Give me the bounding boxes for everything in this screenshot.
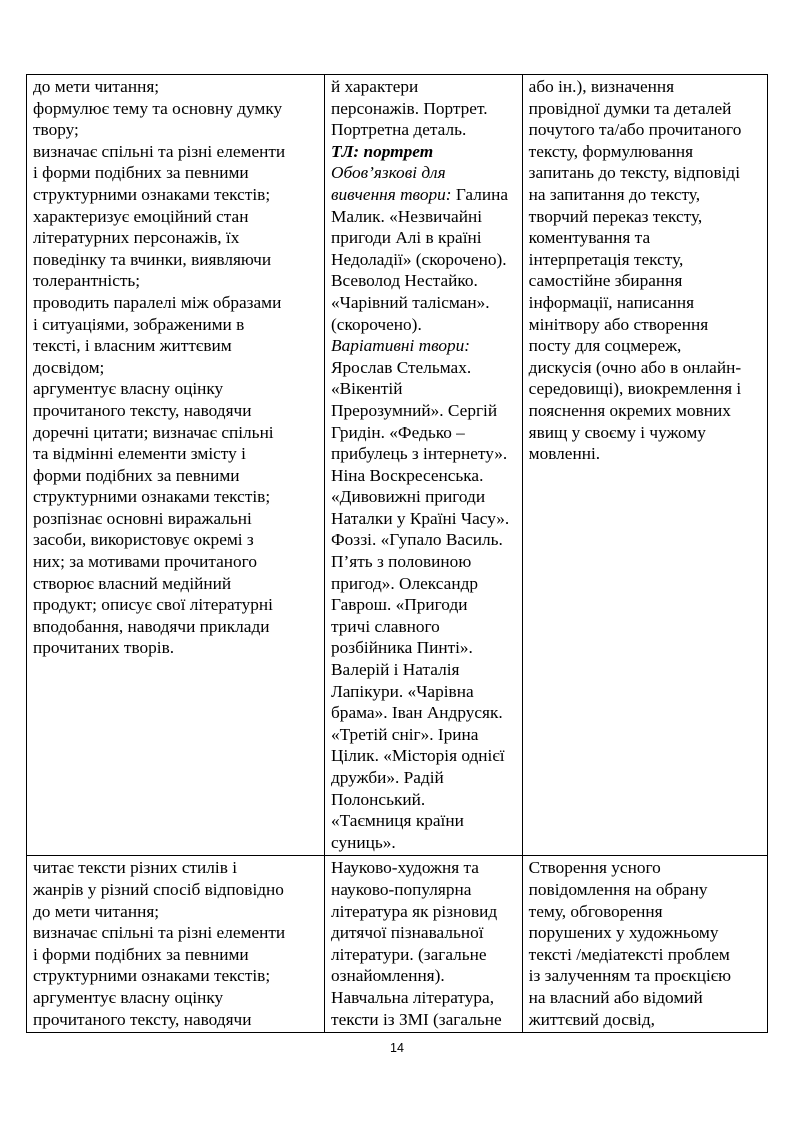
text-line: середовищі), виокремлення і bbox=[528, 379, 742, 399]
text-line: визначає спільні та різні елементи bbox=[33, 923, 286, 943]
text-line: або ін.), визначення bbox=[528, 77, 675, 96]
mandatory-works-label-end: вивчення твори: bbox=[331, 184, 452, 204]
learning-outcomes-cell bbox=[27, 856, 325, 1033]
text-line: прочитаного тексту, наводячи bbox=[33, 400, 252, 420]
page-number: 14 bbox=[390, 1041, 404, 1055]
text-line: ознайомлення). bbox=[331, 966, 445, 986]
text-line: «Третій сніг». Ірина bbox=[331, 724, 479, 744]
text-line: тексті /медіатексті проблем bbox=[528, 944, 730, 964]
text-line: й характери bbox=[331, 77, 419, 96]
text-line: тричі славного bbox=[331, 616, 440, 636]
text-line: Гаврош. «Пригоди bbox=[331, 595, 468, 615]
text-line: П’ять з половиною bbox=[331, 552, 472, 572]
text-line: розбійника Пинті». bbox=[331, 638, 473, 658]
text-line: пригоди Алі в країні bbox=[331, 228, 482, 248]
text-line: явищ у своєму і чужому bbox=[528, 422, 706, 442]
text-line: і форми подібних за певними bbox=[33, 163, 249, 183]
curriculum-table bbox=[26, 74, 768, 1033]
text-line: пояснення окремих мовних bbox=[528, 400, 731, 420]
text-line: дружби». Радій bbox=[331, 768, 444, 787]
text-line: Цілик. «Місторія однієї bbox=[331, 746, 505, 766]
text-line: структурними ознаками текстів; bbox=[33, 966, 271, 986]
text-line: Гридін. «Федько – bbox=[331, 422, 465, 442]
text-line: Фоззі. «Гупало Василь. bbox=[331, 530, 503, 550]
topic-heading: ТЛ: портрет bbox=[331, 141, 434, 161]
text-line: інтерпретація тексту, bbox=[528, 249, 684, 269]
text-line: почутого та/або прочитаного bbox=[528, 120, 742, 140]
text-line: тему, обговорення bbox=[528, 901, 663, 921]
text-line: Ярослав Стельмах. bbox=[331, 357, 472, 377]
text-line: інформації, написання bbox=[528, 292, 695, 312]
learning-outcomes-cell bbox=[27, 75, 325, 856]
variative-works-label: Варіативні твори: bbox=[331, 336, 471, 356]
text-line: до мети читання; bbox=[33, 901, 160, 921]
text-line: проводить паралелі між образами bbox=[33, 292, 282, 312]
text-line: аргументує власну оцінку bbox=[33, 987, 224, 1007]
text-line: брама». Іван Андрусяк. bbox=[331, 703, 503, 723]
text-line: Полонський. bbox=[331, 789, 426, 809]
text-line: прибулець з інтернету». bbox=[331, 444, 508, 464]
text-line bbox=[331, 184, 516, 206]
text-line: Недоладії» (скорочено). bbox=[331, 249, 507, 269]
text-line: вподобання, наводячи приклади bbox=[33, 616, 270, 636]
text-line: толерантність; bbox=[33, 271, 141, 291]
text-line: продукт; описує свої літературні bbox=[33, 595, 273, 615]
text-line: тексті, і власним життєвим bbox=[33, 336, 232, 356]
text-line: порушених у художньому bbox=[528, 923, 719, 943]
text-line: повідомлення на обрану bbox=[528, 879, 708, 899]
text-line: тексту, формулювання bbox=[528, 141, 694, 161]
text-line: та відмінні елементи змісту і bbox=[33, 444, 246, 464]
text-line: запитань до тексту, відповіді bbox=[528, 163, 741, 183]
text-line: структурними ознаками текстів; bbox=[33, 487, 271, 507]
text-line: самостійне збирання bbox=[528, 271, 683, 291]
text-fragment: Галина bbox=[451, 184, 509, 204]
text-line: Наталки у Країні Часу». bbox=[331, 508, 510, 528]
text-line: прочитаного тексту, наводячи bbox=[33, 1009, 252, 1029]
text-line: жанрів у різний спосіб відповідно bbox=[33, 879, 284, 899]
text-line: «Таємниця країни bbox=[331, 811, 464, 831]
content-cell bbox=[325, 75, 523, 856]
text-line: Науково-художня та bbox=[331, 858, 479, 878]
text-line: література як різновид bbox=[331, 901, 498, 921]
text-line: створює власний медійний bbox=[33, 573, 232, 593]
text-line: на запитання до тексту, bbox=[528, 184, 701, 204]
text-line: доречні цитати; визначає спільні bbox=[33, 422, 274, 442]
text-line: життєвий досвід, bbox=[528, 1009, 655, 1029]
text-line: і форми подібних за певними bbox=[33, 944, 249, 964]
text-line: «Чарівний талісман». bbox=[331, 292, 490, 312]
text-line: посту для соцмереж, bbox=[528, 336, 682, 356]
text-line: літературних персонажів, їх bbox=[33, 228, 240, 248]
mandatory-works-label: Обов’язкові для bbox=[331, 163, 446, 183]
text-line: Створення усного bbox=[528, 858, 661, 878]
text-line: характеризує емоційний стан bbox=[33, 206, 249, 226]
text-line: суниць». bbox=[331, 832, 396, 852]
text-line: форми подібних за певними bbox=[33, 465, 240, 485]
text-line: твору; bbox=[33, 120, 79, 140]
text-line: із залученням та проєкцією bbox=[528, 966, 732, 986]
text-line: до мети читання; bbox=[33, 77, 160, 96]
text-line: «Дивовижні пригоди bbox=[331, 487, 486, 507]
text-line: поведінку та вчинки, виявляючи bbox=[33, 249, 272, 269]
text-line: Портретна деталь. bbox=[331, 120, 467, 140]
text-line: розпізнає основні виражальні bbox=[33, 508, 252, 528]
text-line: творчий переказ тексту, bbox=[528, 206, 703, 226]
text-line: науково-популярна bbox=[331, 879, 472, 899]
text-line: пригод». Олександр bbox=[331, 573, 478, 593]
activities-cell bbox=[522, 856, 767, 1033]
text-line: формулює тему та основну думку bbox=[33, 98, 283, 118]
text-line: структурними ознаками текстів; bbox=[33, 184, 271, 204]
text-line: читає тексти різних стилів і bbox=[33, 858, 237, 878]
text-line: них; за мотивами прочитаного bbox=[33, 552, 257, 572]
content-cell bbox=[325, 856, 523, 1033]
text-line: мовленні. bbox=[528, 444, 601, 464]
text-line: тексти із ЗМІ (загальне bbox=[331, 1009, 502, 1029]
text-line: Малик. «Незвичайні bbox=[331, 206, 483, 226]
text-line: провідної думки та деталей bbox=[528, 98, 732, 118]
text-line: (скорочено). bbox=[331, 314, 422, 334]
text-line: Лапікури. «Чарівна bbox=[331, 681, 474, 701]
text-line: Валерій і Наталія bbox=[331, 660, 460, 680]
text-line: літератури. (загальне bbox=[331, 944, 487, 964]
text-line: досвідом; bbox=[33, 357, 105, 377]
text-line: коментування та bbox=[528, 228, 651, 248]
text-line: дитячої пізнавальної bbox=[331, 923, 484, 943]
text-line: дискусія (очно або в онлайн- bbox=[528, 357, 742, 377]
text-line: персонажів. Портрет. bbox=[331, 98, 488, 118]
text-line: Навчальна література, bbox=[331, 987, 495, 1007]
text-line: і ситуаціями, зображеними в bbox=[33, 314, 245, 334]
text-line: Прерозумний». Сергій bbox=[331, 400, 498, 420]
text-line: визначає спільні та різні елементи bbox=[33, 141, 286, 161]
table-row bbox=[27, 75, 768, 856]
table-row bbox=[27, 856, 768, 1033]
text-line: на власний або відомий bbox=[528, 987, 703, 1007]
text-line: засоби, використовує окремі з bbox=[33, 530, 254, 550]
activities-cell bbox=[522, 75, 767, 856]
text-line: Ніна Воскресенська. bbox=[331, 465, 484, 485]
text-line: «Вікентій bbox=[331, 379, 403, 399]
text-line: аргументує власну оцінку bbox=[33, 379, 224, 399]
text-line: мінітвору або створення bbox=[528, 314, 709, 334]
text-line: Всеволод Нестайко. bbox=[331, 271, 478, 291]
text-line: прочитаних творів. bbox=[33, 638, 175, 658]
